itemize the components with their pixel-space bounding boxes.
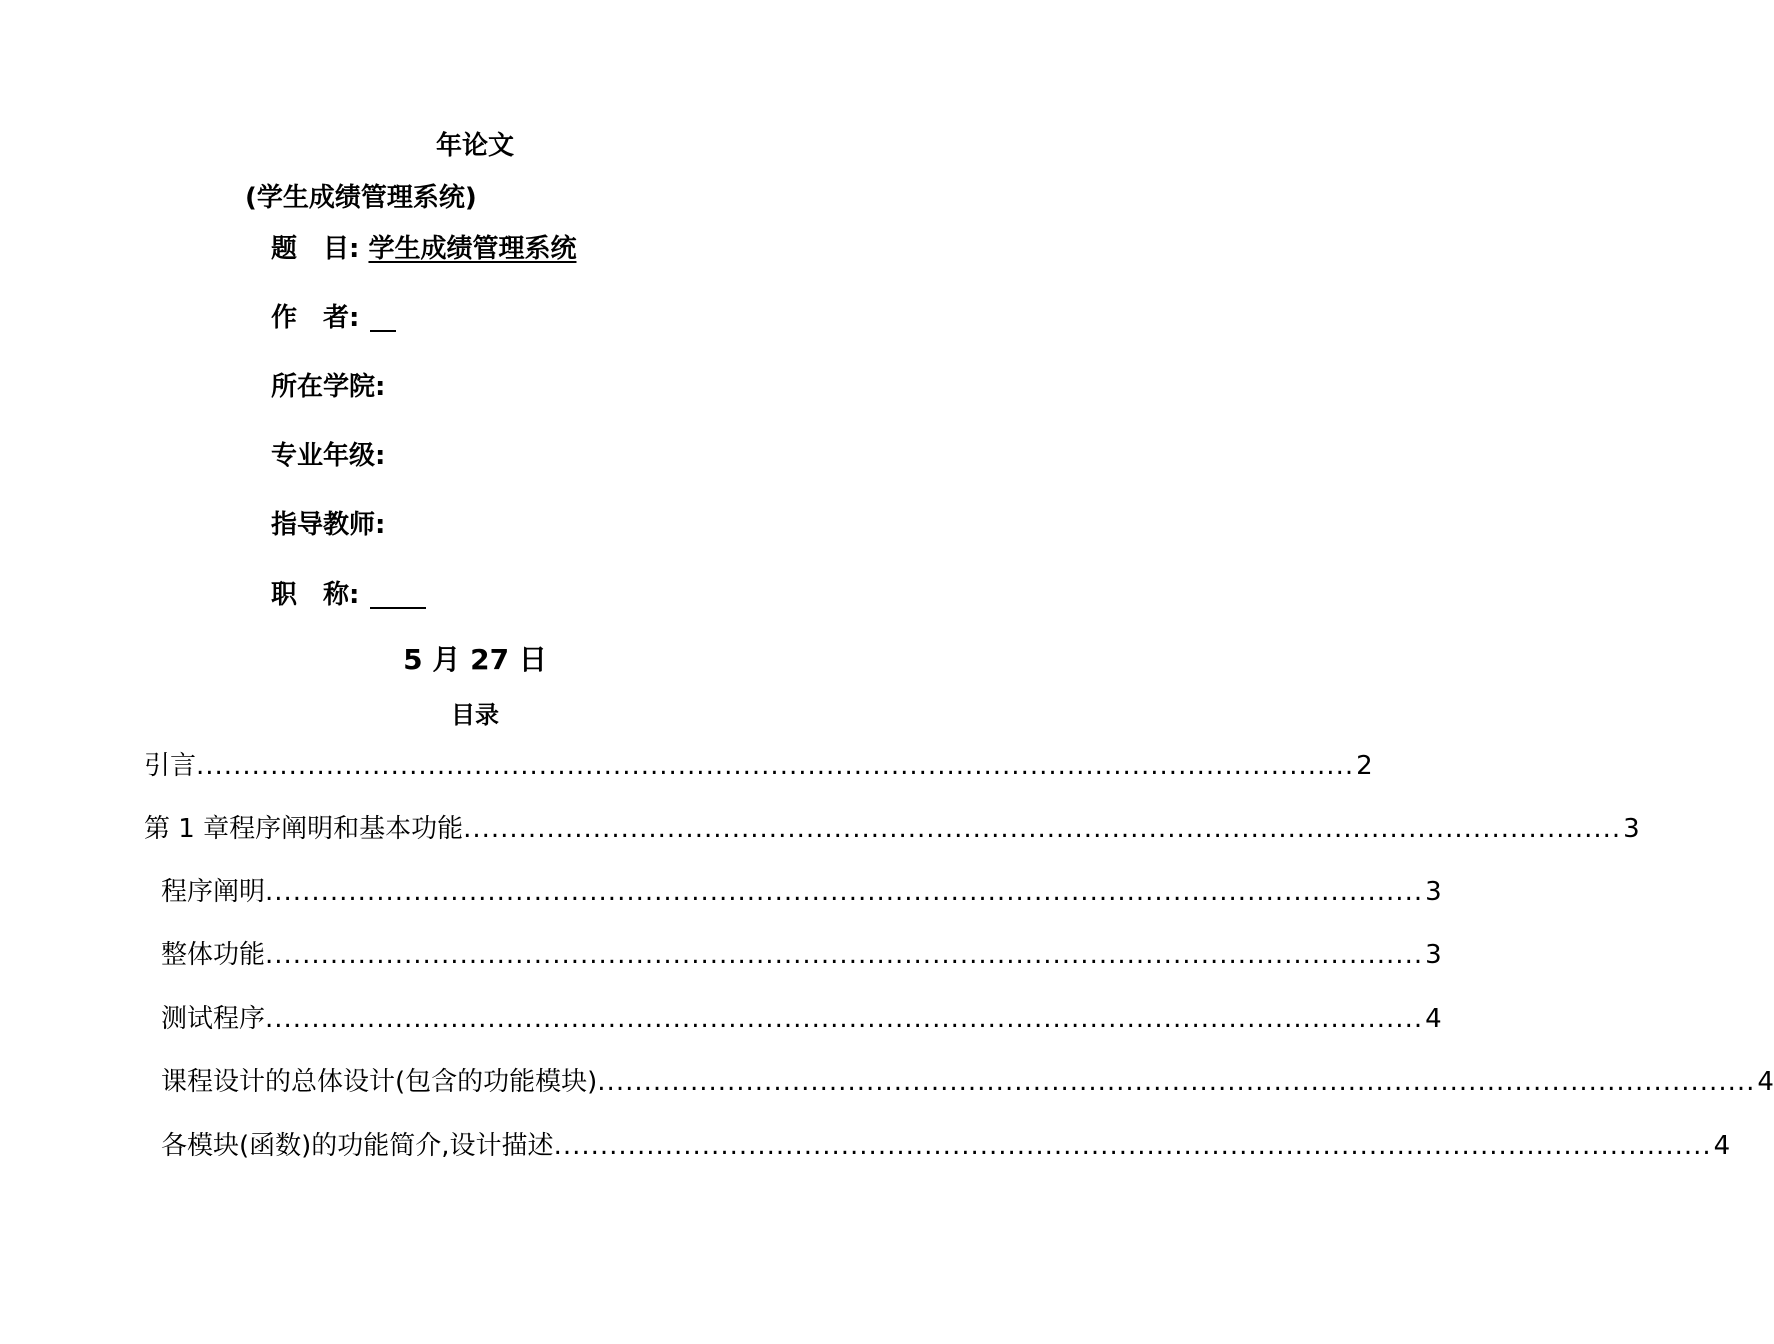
toc-entry-page: 3 [1425, 877, 1442, 907]
toc-entry-text: 整体功能 [161, 940, 266, 970]
field-major-grade-label: 专业年级: [271, 441, 386, 471]
toc-entry[interactable] [161, 1125, 1731, 1161]
field-topic-label: 题 目: [271, 234, 360, 264]
toc-entry-text: 课程设计的总体设计(包含的功能模块) [161, 1067, 598, 1097]
thesis-subtitle: (学生成绩管理系统) [245, 183, 477, 213]
toc-entry-text: 程序阐明 [161, 877, 266, 907]
toc-entry[interactable] [161, 934, 1442, 970]
toc-entry-page: 4 [1757, 1067, 1774, 1097]
cover-date: 5 月 27 日 [403, 643, 547, 676]
toc-leader-dots: ............................................................................................................................. [265, 1004, 1424, 1034]
field-college-label: 所在学院: [271, 372, 386, 402]
field-title-rank [271, 574, 426, 611]
field-topic [271, 228, 576, 265]
field-topic-value: 学生成绩管理系统 [368, 234, 577, 264]
field-title-rank-blank [370, 581, 426, 609]
toc-entry-text: 第 1 章程序阐明和基本功能 [144, 814, 464, 844]
toc-entry-page: 4 [1425, 1004, 1442, 1034]
toc-entry[interactable] [161, 1061, 1774, 1097]
toc-entry-page: 3 [1425, 940, 1442, 970]
toc-leader-dots: ............................................................................................................................. [265, 940, 1424, 970]
field-author [271, 297, 396, 334]
toc-leader-dots: ............................................................................................................................. [463, 814, 1622, 844]
toc-leader-dots: ............................................................................................................................. [553, 1131, 1712, 1161]
toc-entry-page: 2 [1356, 751, 1373, 781]
field-advisor-label: 指导教师: [271, 510, 386, 540]
toc-entry[interactable] [161, 871, 1442, 907]
toc-leader-dots: ............................................................................................................................. [597, 1067, 1756, 1097]
toc-leader-dots: ............................................................................................................................. [265, 877, 1424, 907]
toc-entry-text: 测试程序 [161, 1004, 266, 1034]
field-title-rank-label: 职 称: [271, 580, 360, 610]
toc-entry-page: 3 [1623, 814, 1640, 844]
toc-entry[interactable] [144, 745, 1373, 781]
field-author-label: 作 者: [271, 303, 360, 333]
toc-entry-page: 4 [1713, 1131, 1731, 1161]
toc-leader-dots: ............................................................................................................................. [196, 751, 1355, 781]
thesis-title: 年论文 [435, 131, 514, 161]
toc-entry[interactable] [161, 998, 1442, 1034]
toc-heading: 目录 [451, 701, 499, 729]
field-advisor [271, 504, 385, 541]
toc-entry[interactable] [144, 808, 1640, 844]
field-author-blank [370, 304, 396, 332]
toc-entry-text: 各模块(函数)的功能简介,设计描述 [161, 1131, 554, 1161]
toc-entry-text: 引言 [144, 751, 197, 781]
field-major-grade [271, 435, 385, 472]
field-college [271, 366, 385, 403]
